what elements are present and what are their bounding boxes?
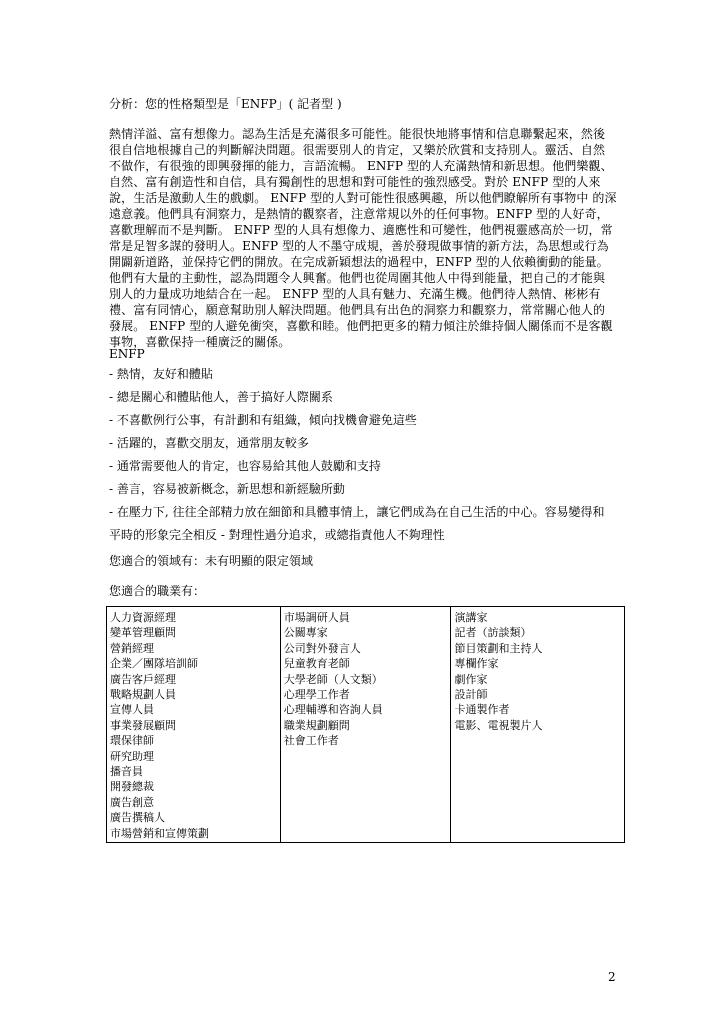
description-line: 不做作，有很強的即興發揮的能力，言語流暢。 ENFP 型的人充滿熱情和新思想。他們樂觀、 — [109, 159, 613, 173]
trait-item: - 通常需要他人的肯定，也容易給其他人鼓勵和支持 — [109, 459, 381, 473]
trait-item: - 在壓力下, 往往全部精力放在細節和具體事情上，讓它們成為在自己生活的中心。容易變得和 — [109, 505, 605, 519]
career-item: 廣告撰稿人 — [110, 811, 165, 825]
career-item: 心理學工作者 — [283, 688, 350, 702]
description-line: 常是足智多謀的發明人。ENFP 型的人不墨守成規，善於發現做事情的新方法，為思想或行為 — [109, 239, 609, 253]
trait-item: - 不喜歡例行公事，有計劃和有組織，傾向找機會避免這些 — [109, 413, 417, 427]
description-line: 他們有大量的主動性，認為問題令人興奮。他們也從周圍其他人中得到能量，把自己的才能與 — [109, 271, 606, 285]
description-line: 事物，喜歡保持一種廣泛的關係。 — [109, 335, 291, 349]
career-item: 廣告創意 — [110, 795, 154, 809]
description-line: 遠意義。他們具有洞察力，是熱情的觀察者，注意常規以外的任何事物。ENFP 型的人好奇， — [109, 207, 609, 221]
career-item: 研究助理 — [110, 749, 154, 763]
enfp-section-title: ENFP — [109, 347, 145, 361]
career-item: 演講家 — [454, 611, 488, 624]
career-column-2 — [280, 607, 451, 843]
career-column-3 — [451, 607, 625, 843]
trait-list — [109, 366, 624, 550]
career-item: 兒童教育老師 — [283, 657, 350, 671]
trait-item: - 善言，容易被新概念，新思想和新經驗所動 — [109, 482, 345, 496]
career-item: 變革管理顧問 — [110, 626, 176, 640]
suitable-careers-label: 您適合的職業有： — [109, 584, 206, 598]
career-item: 節目策劃和主持人 — [454, 641, 543, 655]
description-line: 熱情洋溢、富有想像力。認為生活是充滿很多可能性。能很快地將事情和信息聯繫起來，然後 — [109, 127, 606, 141]
career-item: 企業／團隊培訓師 — [110, 657, 198, 671]
career-item: 電影、電視製片人 — [454, 718, 543, 732]
career-item: 記者（訪談類） — [454, 626, 532, 640]
suitable-fields: 您適合的領域有：未有明顯的限定領域 — [109, 554, 314, 568]
career-item: 公關專家 — [283, 626, 328, 640]
career-item: 市場營銷和宣傳策劃 — [110, 826, 209, 840]
personality-description — [109, 126, 617, 350]
career-item: 營銷經理 — [110, 641, 154, 655]
career-item: 公司對外發言人 — [283, 641, 361, 655]
description-line: 別人的力量成功地結合在一起。 ENFP 型的人具有魅力、充滿生機。他們待人熱情、彬彬有 — [109, 287, 601, 301]
career-item: 設計師 — [454, 688, 488, 702]
career-item: 劇作家 — [454, 672, 488, 686]
career-column-1 — [107, 607, 281, 843]
career-item: 社會工作者 — [283, 734, 339, 748]
career-item: 宣傳人員 — [110, 703, 154, 717]
description-line: 自然、富有創造性和自信，具有獨創性的思想和對可能性的強烈感受。對於 ENFP 型的人來 — [109, 175, 601, 189]
career-item: 事業發展顧問 — [110, 718, 176, 732]
career-item: 大學老師（人文類） — [283, 672, 383, 686]
career-table — [106, 606, 625, 843]
page-number: 2 — [608, 970, 616, 984]
trait-item-continuation: 平時的形象完全相反 - 對理性過分追求，或總指責他人不夠理性 — [109, 528, 445, 542]
description-line: 說，生活是激動人生的戲劇。 ENFP 型的人對可能性很感興趣，所以他們瞭解所有事物中 的深 — [109, 191, 617, 205]
career-item: 戰略規劃人員 — [110, 688, 176, 702]
description-line: 喜歡理解而不是判斷。 ENFP 型的人具有想像力、適應性和可變性，他們視靈感高於一切，常 — [109, 223, 613, 237]
career-item: 心理輔導和咨詢人員 — [283, 703, 383, 717]
career-item: 人力資源經理 — [110, 611, 176, 624]
career-item: 職業規劃顧問 — [283, 718, 350, 732]
career-item: 播音員 — [110, 765, 143, 779]
career-item: 市場調研人員 — [283, 611, 350, 624]
career-item: 開發總裁 — [110, 780, 154, 794]
analysis-heading: 分析：您的性格類型是「ENFP」( 記者型 ) — [109, 97, 342, 111]
career-item: 環保律師 — [110, 734, 154, 748]
description-line: 很自信地根據自己的判斷解決問題。很需要別人的肯定，又樂於欣賞和支持別人。靈活、自然 — [109, 143, 606, 157]
career-item: 卡通製作者 — [454, 703, 510, 717]
career-item: 專欄作家 — [454, 657, 499, 671]
career-table-row — [107, 607, 625, 843]
description-line: 發展。 ENFP 型的人避免衝突，喜歡和睦。他們把更多的精力傾注於維持個人關係而不是客觀 — [109, 319, 613, 333]
trait-item: - 活躍的，喜歡交朋友，通常朋友較多 — [109, 436, 309, 450]
description-line: 禮、富有同情心，願意幫助別人解決問題。他們具有出色的洞察力和觀察力，常常關心他人的 — [109, 303, 606, 317]
description-line: 開闢新道路，並保持它們的開放。在完成新穎想法的過程中，ENFP 型的人依賴衝動的能量。 — [109, 255, 609, 269]
trait-item: - 總是關心和體貼他人，善于搞好人際關系 — [109, 390, 333, 404]
career-item: 廣告客戶經理 — [110, 672, 176, 686]
trait-item: - 熱情，友好和體貼 — [109, 367, 213, 381]
